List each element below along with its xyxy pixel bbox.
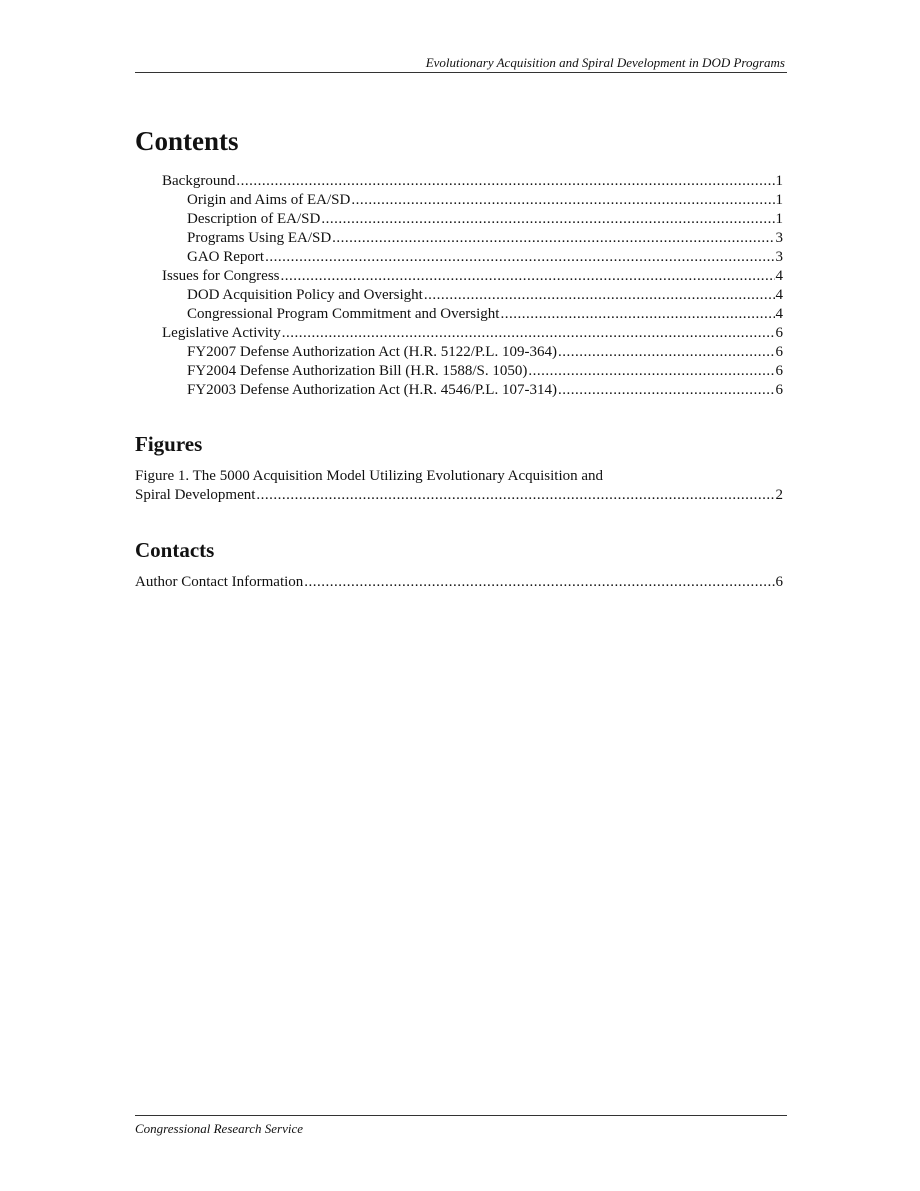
footer-text: Congressional Research Service: [135, 1121, 303, 1136]
toc-entry-programs-using[interactable]: [135, 229, 783, 248]
dot-leader: [256, 486, 774, 505]
toc-entry-label: Background: [162, 173, 236, 189]
figure-entry-line1[interactable]: Figure 1. The 5000 Acquisition Model Utilizing Evolutionary Acquisition and: [135, 468, 604, 484]
dot-leader: [281, 267, 775, 286]
dot-leader: [424, 286, 775, 305]
toc-entry-congressional-commitment[interactable]: [135, 305, 783, 324]
toc-entry-label: Issues for Congress: [162, 268, 280, 284]
figures-heading: Figures: [135, 432, 203, 456]
toc-entry-page: 4: [775, 268, 783, 284]
figures-list: [135, 467, 783, 505]
section-spacer: [135, 400, 783, 431]
toc-entry-fy2004[interactable]: [135, 362, 783, 381]
contents-heading: Contents: [135, 126, 239, 156]
dot-leader: [236, 172, 774, 191]
dot-leader: [321, 210, 774, 229]
contact-entry-author[interactable]: [135, 573, 783, 592]
dot-leader: [282, 324, 775, 343]
dot-leader: [558, 381, 775, 400]
toc-entry-label: FY2003 Defense Authorization Act (H.R. 4546/P.L. 107-314): [187, 382, 557, 398]
toc-entry-dod-acquisition-policy[interactable]: [135, 286, 783, 305]
toc-entry-label: Origin and Aims of EA/SD: [187, 192, 351, 208]
toc-entry-label: FY2004 Defense Authorization Bill (H.R. 1588/S. 1050): [187, 363, 528, 379]
contact-entry-page: 6: [775, 574, 783, 590]
toc-entry-gao-report[interactable]: [135, 248, 783, 267]
toc-entry-issues-for-congress[interactable]: [135, 267, 783, 286]
toc-entry-page: 1: [775, 192, 783, 208]
toc-entry-page: 3: [775, 230, 783, 246]
running-header: [135, 56, 787, 73]
toc-entry-legislative-activity[interactable]: [135, 324, 783, 343]
toc-entry-label: Programs Using EA/SD: [187, 230, 332, 246]
running-header-title: Evolutionary Acquisition and Spiral Development in DOD Programs: [425, 55, 785, 70]
toc-entry-page: 4: [775, 287, 783, 303]
toc-entry-label: DOD Acquisition Policy and Oversight: [187, 287, 423, 303]
toc-entry-page: 4: [775, 306, 783, 322]
toc-entry-description[interactable]: [135, 210, 783, 229]
contents-list: [135, 172, 783, 400]
dot-leader: [558, 343, 775, 362]
toc-entry-label: GAO Report: [187, 249, 265, 265]
running-footer: [135, 1115, 787, 1137]
contacts-list: [135, 573, 783, 592]
dot-leader: [265, 248, 774, 267]
toc-entry-label: FY2007 Defense Authorization Act (H.R. 5122/P.L. 109-364): [187, 344, 557, 360]
section-spacer: [135, 505, 783, 537]
contact-entry-label: Author Contact Information: [135, 574, 304, 590]
toc-entry-page: 6: [775, 363, 783, 379]
dot-leader: [528, 362, 774, 381]
figure-entry-page: 2: [775, 487, 783, 503]
toc-entry-label: Description of EA/SD: [187, 211, 321, 227]
figure-entry-figure-1[interactable]: [135, 486, 783, 505]
dot-leader: [351, 191, 774, 210]
toc-entry-page: 6: [775, 382, 783, 398]
toc-entry-origin-and-aims[interactable]: [135, 191, 783, 210]
dot-leader: [304, 573, 774, 592]
dot-leader: [332, 229, 774, 248]
toc-entry-page: 3: [775, 249, 783, 265]
toc-entry-page: 6: [775, 344, 783, 360]
toc-entry-label: Congressional Program Commitment and Oversight: [187, 306, 500, 322]
dot-leader: [500, 305, 774, 324]
toc-entry-page: 6: [775, 325, 783, 341]
toc-entry-fy2003[interactable]: [135, 381, 783, 400]
toc-entry-background[interactable]: [135, 172, 783, 191]
toc-entry-page: 1: [775, 173, 783, 189]
figure-entry-label: Spiral Development: [135, 487, 256, 503]
toc-entry-fy2007[interactable]: [135, 343, 783, 362]
toc-entry-label: Legislative Activity: [162, 325, 281, 341]
contacts-heading: Contacts: [135, 538, 215, 562]
toc-entry-page: 1: [775, 211, 783, 227]
table-of-contents-page: [135, 124, 783, 592]
